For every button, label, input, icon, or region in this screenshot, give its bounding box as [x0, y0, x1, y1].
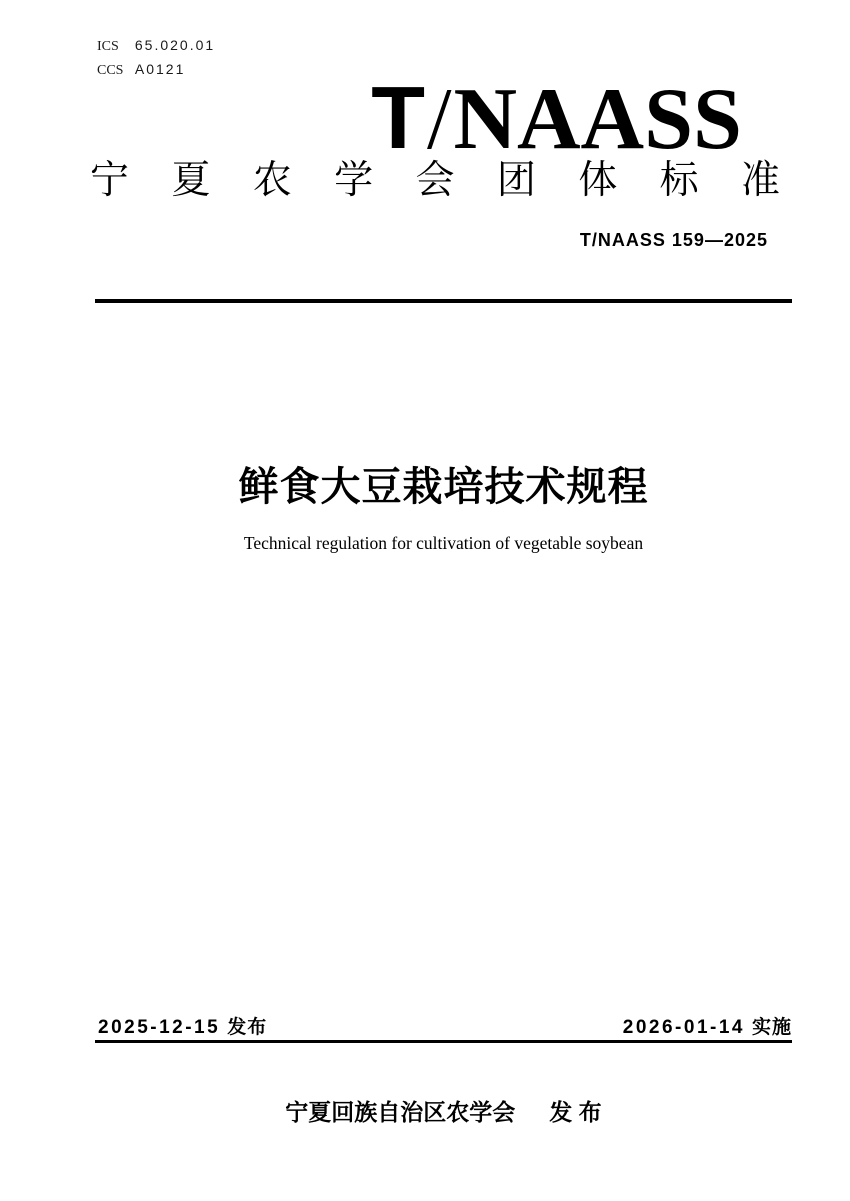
- publish-date: 2025-12-15: [98, 1017, 221, 1038]
- footer-divider-line: [95, 1040, 792, 1043]
- publisher-row: [95, 1094, 792, 1127]
- header-divider-line: [95, 299, 792, 303]
- ics-value: 65.020.01: [134, 37, 216, 53]
- standard-number: T/NAASS 159—2025: [579, 230, 768, 250]
- publish-label: 发布: [227, 1017, 268, 1038]
- implement-label: 实施: [751, 1017, 792, 1038]
- classification-block: [97, 34, 215, 82]
- logo-body: NAASS: [453, 71, 742, 168]
- implement-date: 2026-01-14: [622, 1017, 745, 1038]
- ics-row: [97, 34, 215, 58]
- publish-date-item: [98, 1012, 267, 1039]
- ccs-row: [97, 58, 215, 82]
- issue-label: 发 布: [549, 1099, 602, 1125]
- logo-separator: /: [427, 71, 452, 168]
- ics-label: ICS: [97, 39, 119, 54]
- publisher-name: 宁夏回族自治区农学会: [285, 1099, 516, 1125]
- standard-body-logo: [371, 68, 742, 168]
- org-standard-heading: 宁夏农学会团体标准: [90, 159, 780, 202]
- ccs-value: A0121: [134, 61, 186, 77]
- document-title-chinese: 鲜食大豆栽培技术规程: [238, 465, 649, 509]
- implement-date-item: [623, 1012, 792, 1039]
- ccs-label: CCS: [97, 63, 124, 78]
- dates-row: [98, 1012, 792, 1039]
- document-title-english: Technical regulation for cultivation of vegetable soybean: [243, 533, 644, 553]
- logo-prefix: T: [371, 68, 425, 167]
